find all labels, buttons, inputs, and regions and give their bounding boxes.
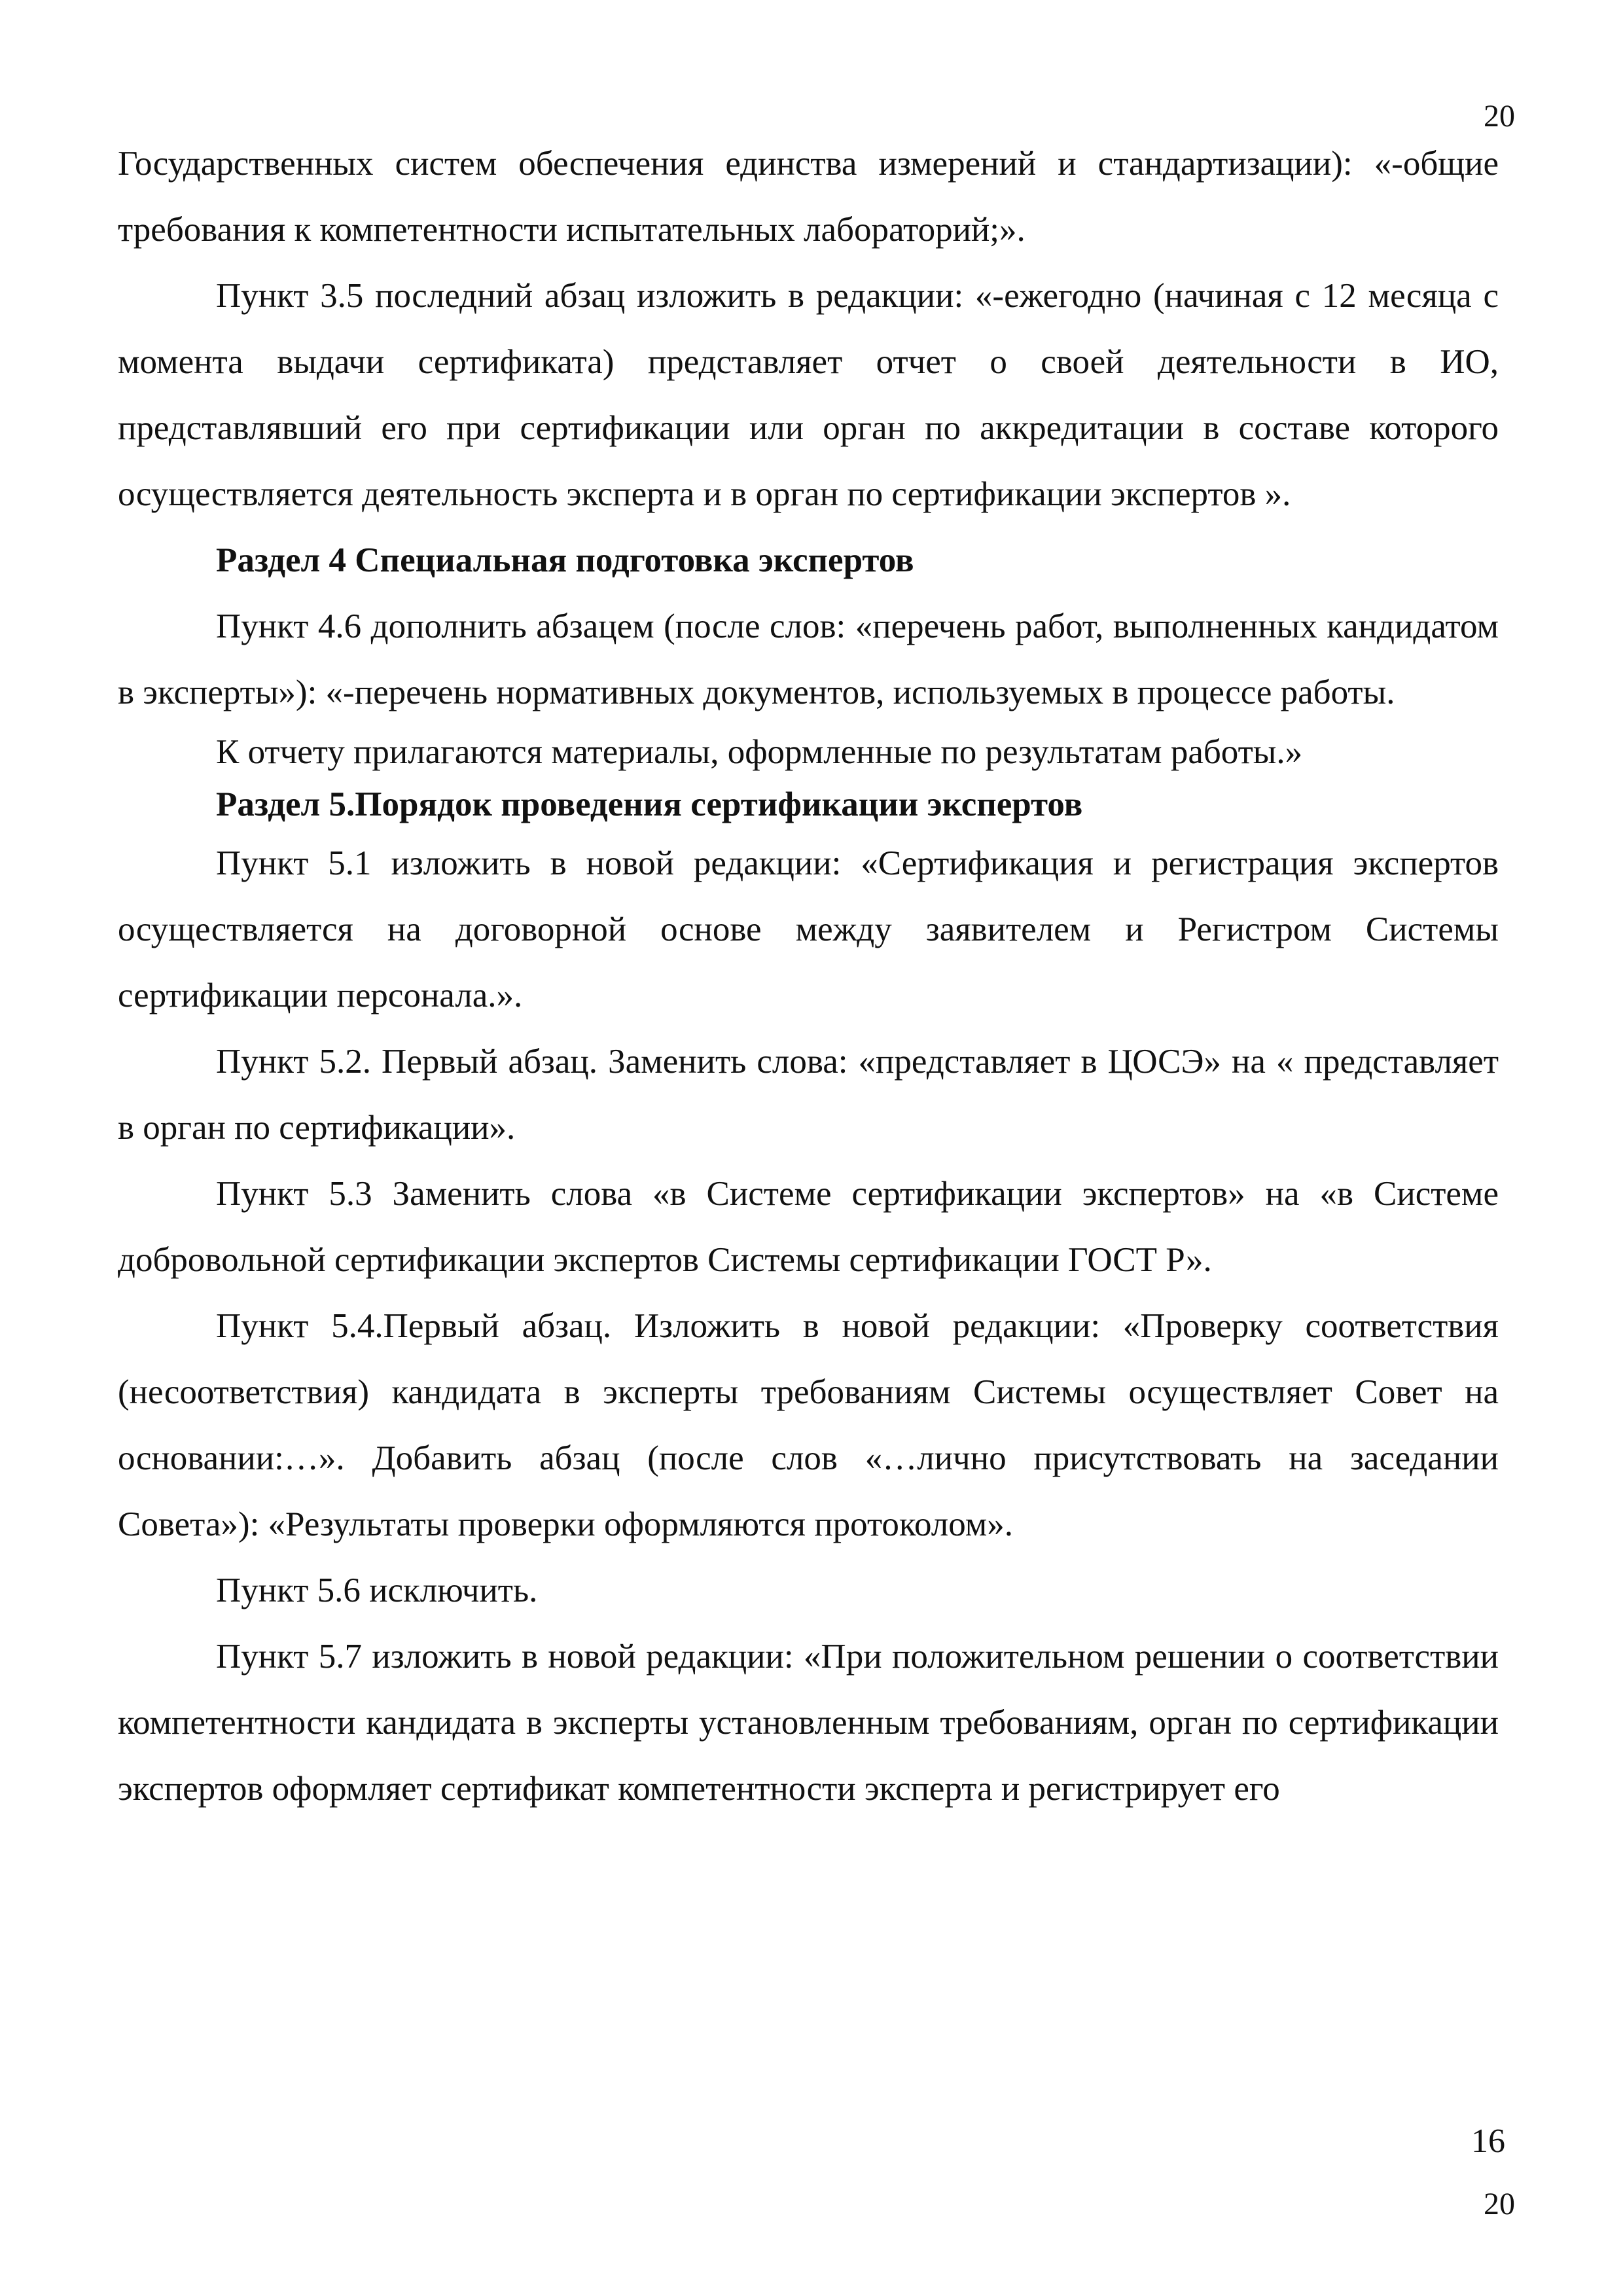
paragraph-punkt-5-4: Пункт 5.4.Первый абзац. Изложить в новой редакции: «Проверку соответствия (несоответствия) кандидата в эксперты требованиям Системы осуществляет Совет на основании:…». Добавить абзац (после слов «…лично присутствовать на заседании Совета»): «Результаты проверки оформляются протоколом». — [118, 1307, 1499, 1543]
page-number-top: 20 — [1484, 99, 1515, 134]
section-heading-5: Раздел 5.Порядок проведения сертификации экспертов — [216, 785, 1083, 823]
paragraph-punkt-5-2: Пункт 5.2. Первый абзац. Заменить слова: «представляет в ЦОСЭ» на « представляет в орган по сертификации». — [118, 1043, 1499, 1147]
paragraph-intro: Государственных систем обеспечения единства измерений и стандартизации): «-общие требования к компетентности испытательных лабораторий;». — [118, 145, 1499, 249]
paragraph-punkt-3-5: Пункт 3.5 последний абзац изложить в редакции: «-ежегодно (начиная с 12 месяца с момента выдачи сертификата) представляет отчет о своей деятельности в ИО, представлявший его при сертификации или орган по аккредитации в составе которого осуществляется деятельность эксперта и в орган по сертификации экспертов ». — [118, 277, 1499, 513]
paragraph-punkt-5-7: Пункт 5.7 изложить в новой редакции: «При положительном решении о соответствии компетентности кандидата в эксперты установленным требованиям, орган по сертификации экспертов оформляет сертификат компетентности эксперта и регистрирует его — [118, 1638, 1499, 1808]
page-number-bottom-secondary: 20 — [1484, 2187, 1515, 2221]
document-body — [118, 131, 1499, 1822]
paragraph-report-attachments: К отчету прилагаются материалы, оформленные по результатам работы.» — [216, 733, 1303, 771]
paragraph-punkt-5-1: Пункт 5.1 изложить в новой редакции: «Сертификация и регистрация экспертов осуществляется на договорной основе между заявителем и Регистром Системы сертификации персонала.». — [118, 844, 1499, 1014]
page-number-bottom-primary: 16 — [1471, 2123, 1505, 2160]
paragraph-punkt-4-6: Пункт 4.6 дополнить абзацем (после слов: «перечень работ, выполненных кандидатом в эксперты»): «-перечень нормативных документов, используемых в процессе работы. — [118, 607, 1499, 711]
paragraph-punkt-5-6: Пункт 5.6 исключить. — [216, 1571, 538, 1609]
paragraph-punkt-5-3: Пункт 5.3 Заменить слова «в Системе сертификации экспертов» на «в Системе добровольной сертификации экспертов Системы сертификации ГОСТ Р». — [118, 1175, 1499, 1279]
section-heading-4: Раздел 4 Специальная подготовка экспертов — [216, 541, 914, 579]
